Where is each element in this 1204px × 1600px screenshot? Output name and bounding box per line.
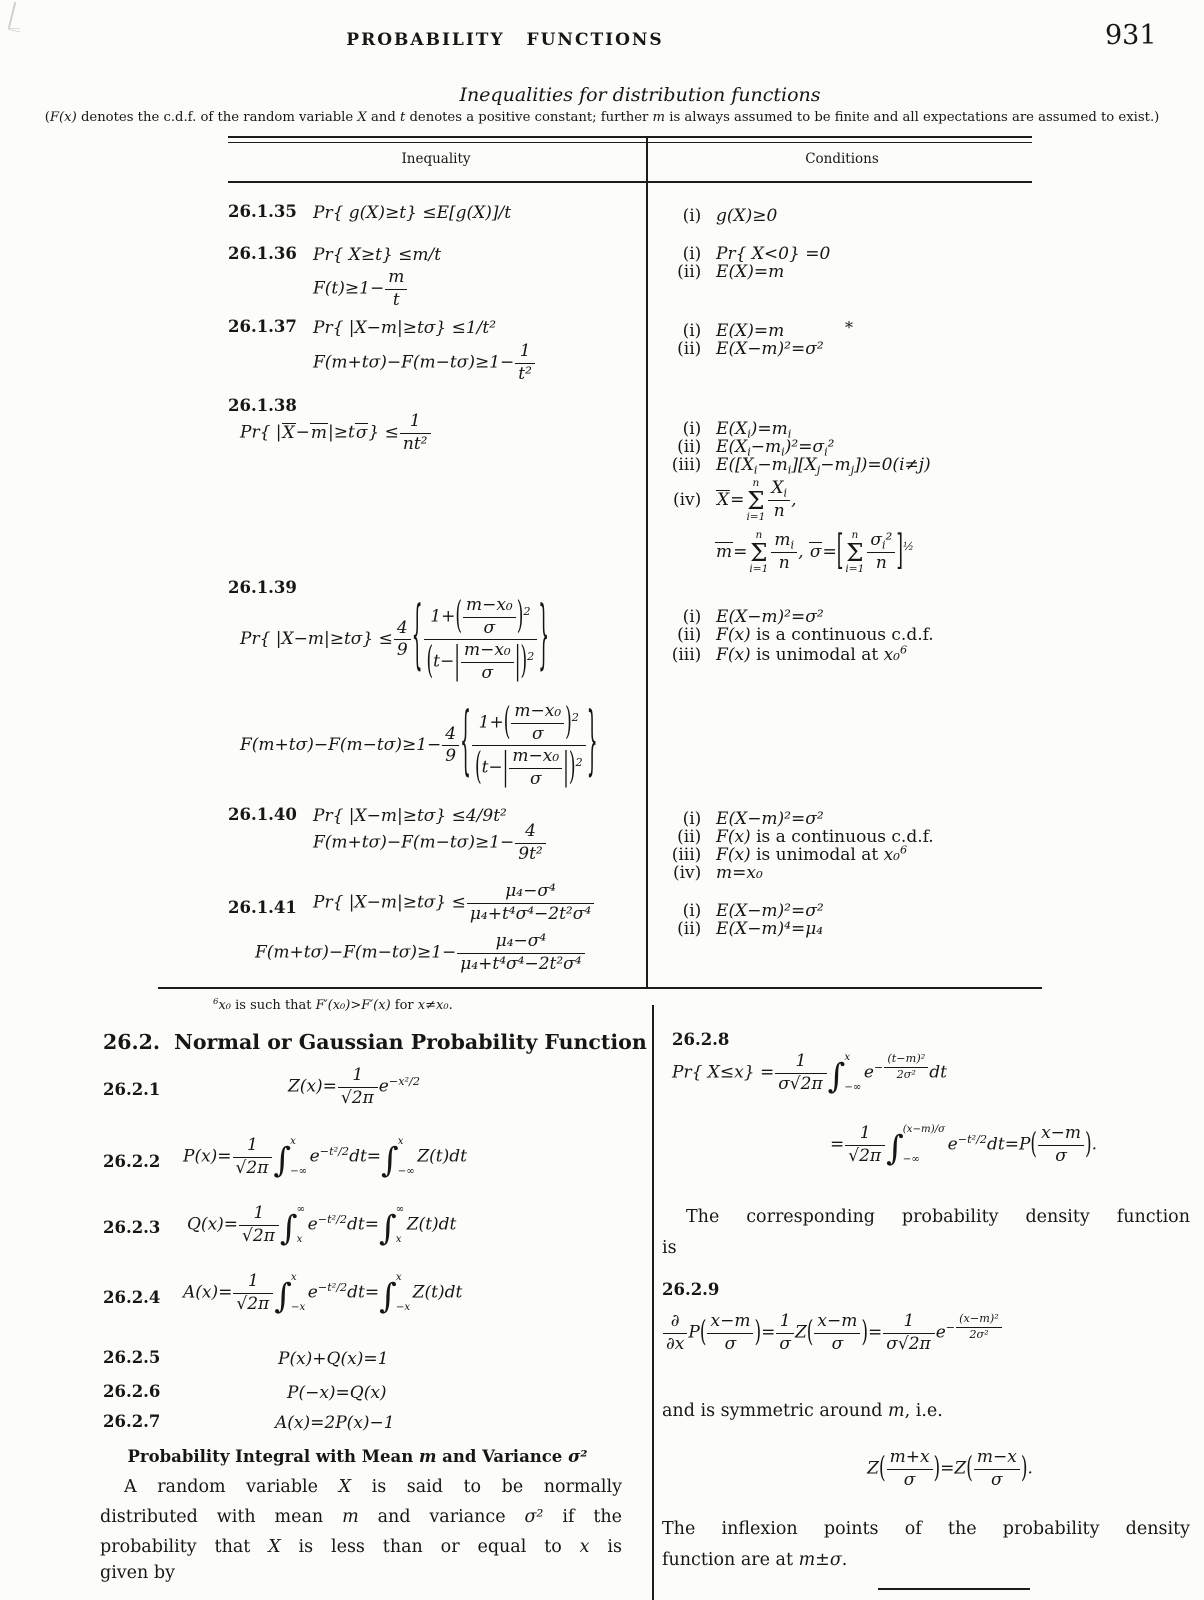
equation-label: 26.2.2: [103, 1152, 161, 1171]
equation-label: 26.2.5: [103, 1348, 161, 1367]
body-text-line: The corresponding probability density function: [686, 1207, 1190, 1227]
condition-line: (i) Pr{ X<0} =0: [682, 244, 831, 264]
inequality-formula: F(m+tσ)−F(m−tσ)≥1− $\frac{\text{μ₄−σ⁴}}{\text{μ₄+t⁴σ⁴−2t²σ⁴}}$: [255, 932, 586, 974]
equation-formula: Z( $\frac{m+x}{\sigma}$ )=Z( $\frac{m-x}{\sigma}$ ).: [867, 1447, 1033, 1490]
condition-line: (iii) F(x) is unimodal at x₀$^6$: [671, 843, 908, 865]
inequality-formula: Pr{ |X−m|≥tσ} ≤1/t²: [313, 318, 497, 338]
inequality-formula: Pr{ |X−m|≥tσ} ≤ $\frac{\text{μ₄−σ⁴}}{\text{μ₄+t⁴σ⁴−2t²σ⁴}}$: [313, 882, 595, 924]
section-column-divider: [652, 1005, 654, 1600]
condition-line: (iii) F(x) is unimodal at x₀$^6$: [671, 643, 908, 665]
condition-line: (iii) $E([X_i-m_i][X_j-m_j])=0(i\ne j)$: [671, 455, 931, 477]
body-text-line: function are at m±σ.: [662, 1550, 848, 1570]
body-text-line: The inflexion points of the probability density: [662, 1519, 1190, 1539]
equation-formula: Q(x)= $\frac{1}{√2\pi}$ ∫ ∞ x $e^{-t^2/2}dt=\int$ ∞ x Z(t)dt: [187, 1203, 457, 1249]
condition-line: (iv) m=x₀: [672, 863, 763, 883]
entry-label: 26.1.40: [228, 805, 297, 824]
table-bottom-rule: [158, 987, 1042, 989]
condition-line: (i) $E(X_i)=m_i$: [682, 419, 792, 441]
body-text-line: is: [662, 1238, 677, 1258]
page-number: 931: [1105, 20, 1157, 51]
condition-line: (ii) E(X−m)⁴=μ₄: [677, 919, 824, 939]
inequality-formula: F(m+tσ)−F(m−tσ)≥1− $\frac{4}{9}$ { 1+( $\frac{\text{m−x₀}}{\sigma}$ )$^2$ (t−| $\frac{\text{m−x₀}}{\sigma}$ |)$^2$ }: [240, 699, 598, 790]
equation-label: 26.2.8: [672, 1030, 730, 1049]
table-top-rule-outer: [228, 136, 1032, 138]
footnote-star: *: [845, 318, 853, 337]
entry-label: 26.1.37: [228, 317, 297, 336]
section-title: Normal or Gaussian Probability Function: [174, 1030, 647, 1054]
entry-label: 26.1.39: [228, 578, 297, 597]
entry-label: 26.1.41: [228, 898, 297, 917]
table-column-divider: [646, 136, 648, 987]
equation-formula: A(x)= $\frac{1}{√2\pi}$ ∫ x −x $e^{-t^2/2}dt=\int$ x −x Z(t)dt: [183, 1271, 463, 1317]
condition-line: (i) E(X)=m: [682, 321, 785, 341]
subsection-heading: Probability Integral with Mean m and Variance σ²: [127, 1447, 588, 1466]
inequality-formula: Pr{ |X−m|≥tσ} ≤ $\frac{1}{\text{nt²}}$: [240, 412, 432, 454]
entry-label: 26.1.36: [228, 244, 297, 263]
equation-formula: ∂ ∂x P( $\frac{x-m}{\sigma}$ )= $\frac{1}{\sigma}$ Z( $\frac{x-m}{\sigma}$ )= $\frac{1}{\sigma√2\pi}$ $e^{- \frac{\text{(x−m)²}}{\text{2σ²}}}$: [662, 1312, 1003, 1354]
intro-paragraph-line: A random variable X is said to be normally: [124, 1477, 623, 1497]
inequality-formula: F(t)≥1− $\frac{m}{t}$: [313, 268, 408, 310]
table-top-rule-inner: [228, 142, 1032, 143]
equation-label: 26.2.9: [662, 1280, 720, 1299]
equation-label: 26.2.3: [103, 1218, 161, 1237]
section-number: 26.2.: [103, 1030, 161, 1054]
equation-label: 26.2.4: [103, 1288, 161, 1307]
equation-label: 26.2.7: [103, 1412, 161, 1431]
equation-formula: Pr{ X≤x} = $\frac{1}{\sigma√2\pi}$ ∫ x −∞ $e^{- \frac{\text{(t−m)²}}{\text{2σ²}}}$ dt: [672, 1051, 947, 1097]
equation-label: 26.2.6: [103, 1382, 161, 1401]
condition-line: (i) E(X−m)²=σ²: [682, 901, 824, 921]
inequality-formula: Pr{ g(X)≥t} ≤E[g(X)]/t: [313, 203, 512, 223]
condition-line: (iv) X= n Σ i=1 $\frac{X_i}{n}$ ,: [672, 477, 797, 523]
inequality-formula: F(m+tσ)−F(m−tσ)≥1− $\frac{4}{\text{9t²}}$: [313, 822, 547, 864]
table-title: Inequalities for distribution functions: [459, 84, 821, 106]
table-note: (F(x) denotes the c.d.f. of the random variable X and t denotes a positive constant; further m is always assumed to be finite and all expectations are assumed to exist.): [44, 110, 1160, 125]
table-footnote: $^6$x₀ is such that F′(x₀)>F′(x) for x≠x₀.: [213, 996, 453, 1013]
condition-line: (ii) E(X−m)²=σ²: [677, 339, 824, 359]
equation-formula: P(x)= $\frac{1}{√2\pi}$ ∫ x −∞ $e^{-t^2/2}dt=\int$ x −∞ Z(t)dt: [183, 1135, 467, 1181]
equation-formula: Z(x)= $\frac{1}{√2\pi}$ $e^{-x^2/2}$: [288, 1065, 420, 1108]
condition-line: (i) g(X)≥0: [682, 206, 778, 226]
page-header-title: PROBABILITY FUNCTIONS: [346, 30, 664, 50]
entry-label: 26.1.35: [228, 202, 297, 221]
equation-formula: P(x)+Q(x)=1: [278, 1349, 389, 1369]
condition-line: (ii) F(x) is a continuous c.d.f.: [677, 827, 934, 847]
equation-formula: A(x)=2P(x)−1: [275, 1413, 395, 1433]
body-text-line: and is symmetric around m, i.e.: [662, 1401, 943, 1421]
equation-label: 26.2.1: [103, 1080, 161, 1099]
inequality-formula: Pr{ |X−m|≥tσ} ≤ $\frac{4}{9}$ { 1+( $\frac{\text{m−x₀}}{\sigma}$ )$^2$ (t−| $\frac{\text{m−x₀}}{\sigma}$ |)$^2$ }: [240, 593, 550, 684]
inequality-formula: Pr{ |X−m|≥tσ} ≤4/9t²: [313, 806, 507, 826]
condition-line: (ii) F(x) is a continuous c.d.f.: [677, 625, 934, 645]
condition-line: (i) E(X−m)²=σ²: [682, 809, 824, 829]
equation-formula: P(−x)=Q(x): [287, 1383, 387, 1403]
inequality-formula: Pr{ X≥t} ≤m/t: [313, 245, 442, 265]
condition-line: (i) E(X−m)²=σ²: [682, 607, 824, 627]
column-header-inequality: Inequality: [401, 151, 471, 167]
condition-line: m= n Σ i=1 $\frac{m_i}{n}$ , σ=[ n Σ i=1 $\frac{\sigma_i^2}{n}$ ]$^{\frac{1}{2}}$: [716, 527, 914, 576]
condition-line: (ii) E(X)=m: [677, 262, 785, 282]
intro-paragraph-line: probability that X is less than or equal to x is: [100, 1537, 622, 1557]
intro-paragraph-line: given by: [100, 1563, 175, 1583]
table-header-rule: [228, 181, 1032, 183]
equation-formula: = $\frac{1}{√2\pi}$ ∫ (x−m)/σ −∞ $e^{-t^2/2}dt=P$( $\frac{x-m}{\sigma}$ ).: [830, 1123, 1098, 1169]
entry-label: 26.1.38: [228, 396, 297, 415]
condition-line: (ii) $E(X_i-m_i)^2=\sigma_i^2$: [677, 437, 835, 459]
footnote-rule: [878, 1588, 1030, 1590]
inequality-formula: F(m+tσ)−F(m−tσ)≥1− $\frac{1}{\text{t²}}$: [313, 342, 536, 384]
intro-paragraph-line: distributed with mean m and variance σ² if the: [100, 1507, 622, 1527]
section-heading: [103, 1030, 647, 1054]
column-header-conditions: Conditions: [805, 151, 879, 167]
